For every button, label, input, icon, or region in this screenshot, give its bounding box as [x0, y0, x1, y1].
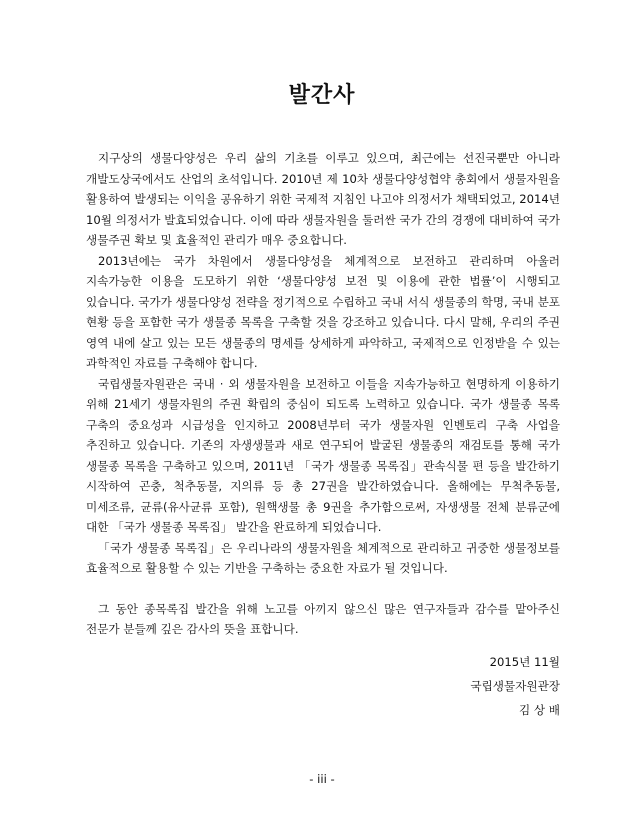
paragraph-significance: 「국가 생물종 목록집」은 우리나라의 생물자원을 체계적으로 관리하고 귀중한 생물정보를 효율적으로 활용할 수 있는 기반을 구축하는 중요한 자료가 될 것입니다. — [86, 540, 560, 575]
signature-name: 김 상 배 — [519, 703, 560, 717]
foreword-body — [86, 148, 560, 640]
paragraph-intro: 지구상의 생물다양성은 우리 삶의 기초를 이루고 있으며, 최근에는 선진국뿐만 아니라 개발도상국에서도 산업의 초석입니다. 2010년 제 10차 생물다양성협약 총회에서 생물자원을 활용하여 발생되는 이익을 공유하기 위한 국제적 지침인 나고야 의정서가 채택되었고, 2014년 10월 의정서가 발효되었습니다. 이에 따라 생물자원을 둘러싼 국가 간의 경쟁에 대비하여 국가 생물주권 확보 및 효율적인 관리가 매우 중요합니다. — [86, 151, 560, 247]
paragraph-institute: 국립생물자원관은 국내 · 외 생물자원을 보전하고 이들을 지속가능하고 현명하게 이용하기 위해 21세기 생물자원의 주권 확립의 중심이 되도록 노력하고 있습니다. 국가 생물종 목록 구축의 중요성과 시급성을 인지하고 2008년부터 국가 생물자원 인벤토리 구축 사업을 추진하고 있습니다. 기존의 자생생물과 새로 연구되어 발굴된 생물종의 재검토를 통해 국가 생물종 목록을 구축하고 있으며, 2011년 「국가 생물종 목록집」관속식물 편 등을 발간하기 시작하여 곤충, 척추동물, 지의류 등 총 27권을 발간하였습니다. 올해에는 무척추동물, 미세조류, 균류(유사균류 포함), 원핵생물 총 9권을 추가함으로써, 자생생물 전체 분류군에 대한 「국가 생물종 목록집」 발간을 완료하게 되었습니다. — [86, 376, 560, 534]
signature-date: 2015년 11월 — [489, 655, 560, 669]
signature-block — [470, 650, 560, 722]
page-title: 발간사 — [288, 83, 356, 108]
page-number: - iii - — [309, 772, 335, 786]
signature-position: 국립생물자원관장 — [470, 679, 560, 693]
paragraph-law: 2013년에는 국가 차원에서 생물다양성을 체계적으로 보전하고 관리하며 아울러 지속가능한 이용을 도모하기 위한 ‘생물다양성 보전 및 이용에 관한 법률’이 시행되고 있습니다. 국가가 생물다양성 전략을 정기적으로 수립하고 국내 서식 생물종의 학명, 국내 분포 현황 등을 포함한 국가 생물종 목록을 구축할 것을 강조하고 있습니다. 다시 말해, 우리의 주권 영역 내에 살고 있는 모든 생물종의 명세를 상세하게 파악하고, 국제적으로 인정받을 수 있는 과학적인 자료를 구축해야 합니다. — [86, 253, 560, 370]
paragraph-thanks: 그 동안 종목록집 발간을 위해 노고를 아끼지 않으신 많은 연구자들과 감수를 맡아주신 전문가 분들께 깊은 감사의 뜻을 표합니다. — [86, 601, 560, 636]
